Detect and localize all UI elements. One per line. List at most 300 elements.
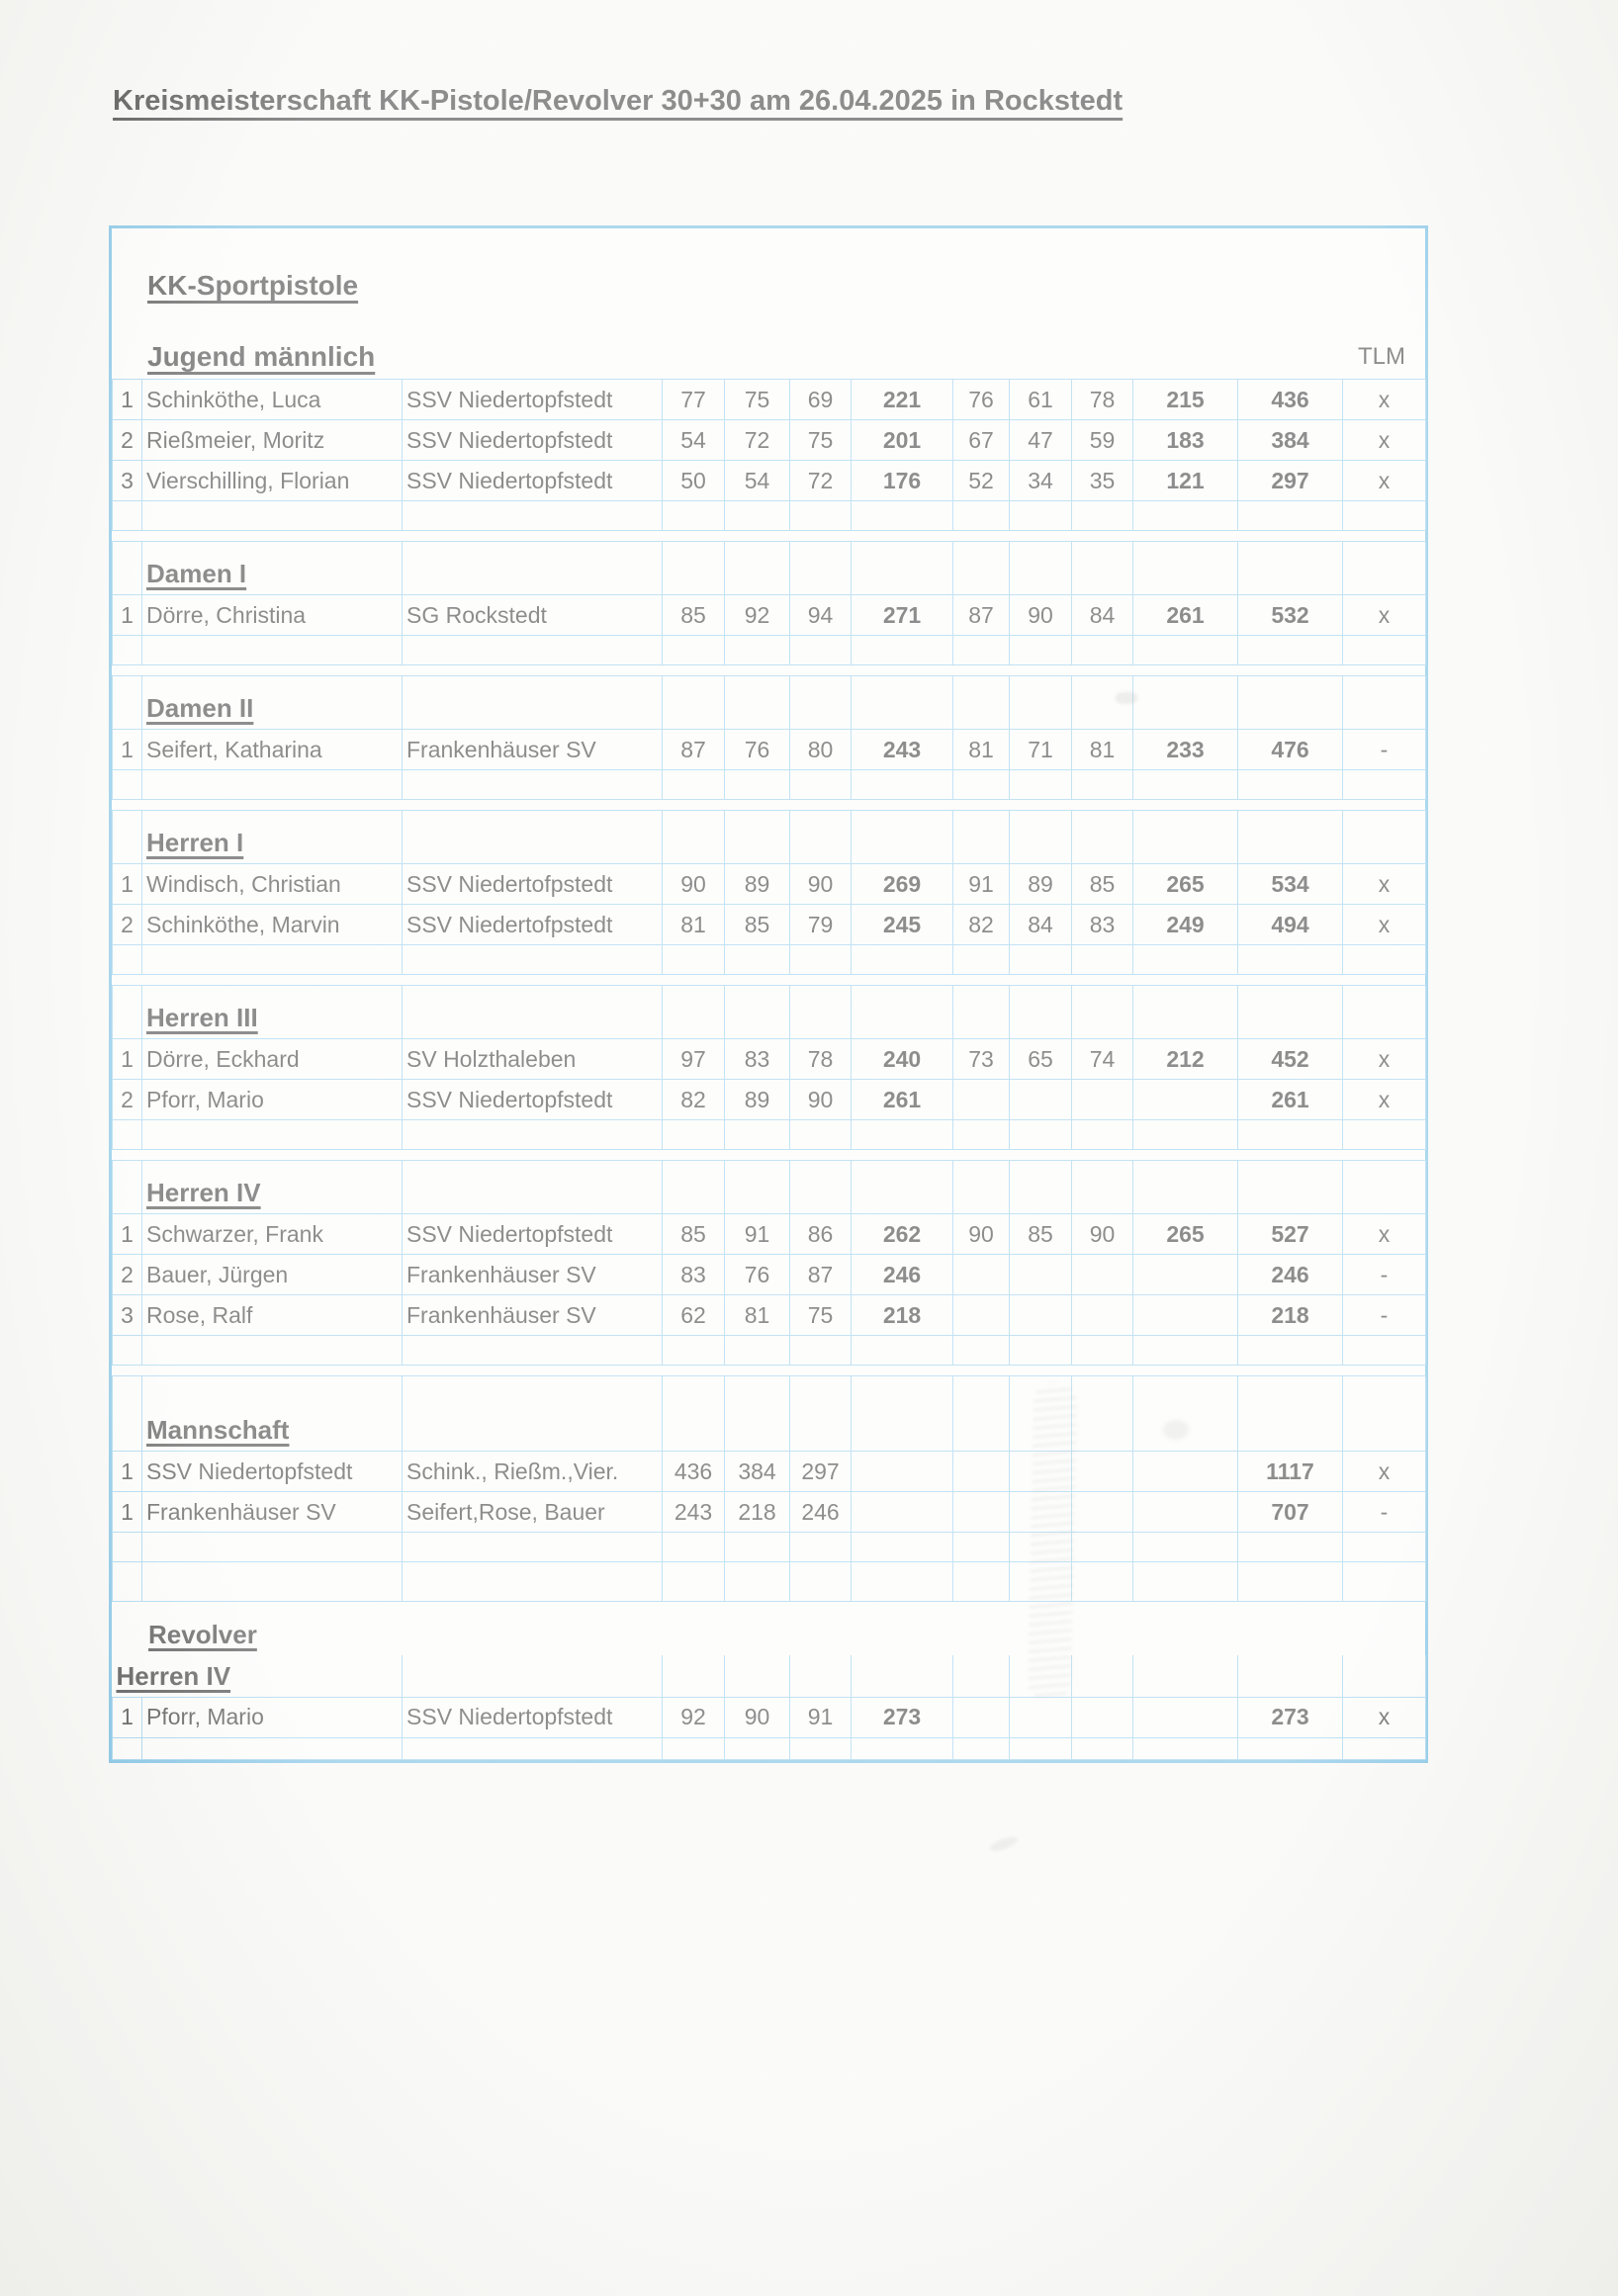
empty-row <box>113 1533 1426 1562</box>
cell-sum-second <box>1133 1255 1238 1295</box>
cell-score-4 <box>953 1697 1010 1737</box>
section-block <box>112 1160 1425 1366</box>
cell-total: 707 <box>1238 1492 1343 1533</box>
cell-score-3: 90 <box>790 1080 852 1120</box>
cell-sum-second <box>1133 1295 1238 1336</box>
class-heading: Jugend männlich <box>147 341 376 372</box>
results-table <box>112 1655 1426 1760</box>
empty-cell <box>1133 1562 1238 1602</box>
cell-score-2: 75 <box>725 380 790 420</box>
empty-cell <box>1343 1161 1426 1214</box>
empty-cell <box>725 811 790 864</box>
empty-cell <box>113 1533 142 1562</box>
cell-score-6 <box>1072 1255 1133 1295</box>
empty-cell <box>1072 770 1133 800</box>
empty-cell <box>790 1533 852 1562</box>
cell-score-4: 82 <box>953 905 1010 945</box>
empty-cell <box>953 676 1010 730</box>
section-group-title-row <box>112 1612 1425 1655</box>
empty-cell <box>1072 1533 1133 1562</box>
cell-name: Pforr, Mario <box>142 1697 403 1737</box>
cell-name: Seifert, Katharina <box>142 730 403 770</box>
empty-cell <box>852 1655 953 1697</box>
table-row <box>113 1039 1426 1080</box>
empty-cell <box>1343 1737 1426 1759</box>
cell-score-1: 85 <box>663 595 725 636</box>
table-row <box>113 1697 1426 1737</box>
cell-total: 384 <box>1238 420 1343 461</box>
cell-tlm: - <box>1343 1295 1426 1336</box>
cell-tlm: x <box>1343 905 1426 945</box>
cell-total: 527 <box>1238 1214 1343 1255</box>
cell-tlm: - <box>1343 1492 1426 1533</box>
cell-tlm: x <box>1343 420 1426 461</box>
cell-score-2: 92 <box>725 595 790 636</box>
empty-row <box>113 770 1426 800</box>
cell-sum-second: 121 <box>1133 461 1238 501</box>
empty-cell <box>113 1120 142 1150</box>
empty-cell <box>663 811 725 864</box>
cell-tlm: x <box>1343 864 1426 905</box>
cell-rank: 1 <box>113 730 142 770</box>
empty-cell <box>663 1161 725 1214</box>
cell-rank: 1 <box>113 380 142 420</box>
empty-cell <box>1010 1533 1072 1562</box>
empty-cell <box>852 1737 953 1759</box>
cell-sum-first <box>852 1492 953 1533</box>
cell-score-6: 35 <box>1072 461 1133 501</box>
empty-cell <box>790 1655 852 1697</box>
cell-sum-second: 215 <box>1133 380 1238 420</box>
cell-name: Dörre, Christina <box>142 595 403 636</box>
cell-name: SSV Niedertopfstedt <box>142 1452 403 1492</box>
cell-score-3: 246 <box>790 1492 852 1533</box>
cell-score-6 <box>1072 1080 1133 1120</box>
cell-sum-first: 201 <box>852 420 953 461</box>
cell-club: SG Rockstedt <box>403 595 663 636</box>
empty-cell <box>1010 1655 1072 1697</box>
cell-score-2: 218 <box>725 1492 790 1533</box>
scan-smudge <box>988 1834 1020 1854</box>
empty-cell <box>403 945 663 975</box>
cell-name: Schwarzer, Frank <box>142 1214 403 1255</box>
cell-score-3: 69 <box>790 380 852 420</box>
cell-club: SSV Niedertopfstedt <box>403 1080 663 1120</box>
cell-sum-first: 218 <box>852 1295 953 1336</box>
cell-score-3: 79 <box>790 905 852 945</box>
empty-cell <box>1010 811 1072 864</box>
cell-score-4 <box>953 1080 1010 1120</box>
cell-score-1: 62 <box>663 1295 725 1336</box>
section-title-cell <box>142 811 403 864</box>
empty-cell <box>663 636 725 665</box>
cell-score-1: 82 <box>663 1080 725 1120</box>
empty-cell <box>725 1737 790 1759</box>
cell-sum-first: 261 <box>852 1080 953 1120</box>
empty-cell <box>790 636 852 665</box>
empty-cell <box>113 636 142 665</box>
cell-score-5: 89 <box>1010 864 1072 905</box>
empty-cell <box>1010 1376 1072 1452</box>
empty-cell <box>403 1336 663 1366</box>
section-header-row <box>113 811 1426 864</box>
empty-cell <box>1010 986 1072 1039</box>
cell-score-4 <box>953 1452 1010 1492</box>
empty-cell <box>1010 1120 1072 1150</box>
empty-cell <box>852 636 953 665</box>
empty-cell <box>403 1161 663 1214</box>
cell-score-2: 72 <box>725 420 790 461</box>
empty-cell <box>852 770 953 800</box>
empty-cell <box>852 676 953 730</box>
empty-row <box>113 1120 1426 1150</box>
section-block <box>112 810 1425 975</box>
empty-cell <box>790 676 852 730</box>
cell-club: SSV Niedertofpstedt <box>403 864 663 905</box>
cell-score-1: 87 <box>663 730 725 770</box>
cell-sum-first: 273 <box>852 1697 953 1737</box>
cell-name: Pforr, Mario <box>142 1080 403 1120</box>
cell-rank: 3 <box>113 1295 142 1336</box>
section-header-row <box>113 986 1426 1039</box>
empty-cell <box>953 770 1010 800</box>
empty-cell <box>790 501 852 531</box>
cell-rank: 3 <box>113 461 142 501</box>
empty-cell <box>1133 1737 1238 1759</box>
empty-cell <box>725 945 790 975</box>
empty-cell <box>113 770 142 800</box>
cell-sum-first: 240 <box>852 1039 953 1080</box>
empty-cell <box>725 636 790 665</box>
table-row <box>113 420 1426 461</box>
cell-name: Rose, Ralf <box>142 1295 403 1336</box>
empty-cell <box>663 1336 725 1366</box>
cell-name: Frankenhäuser SV <box>142 1492 403 1533</box>
empty-cell <box>790 1562 852 1602</box>
empty-cell <box>113 501 142 531</box>
empty-cell <box>1343 811 1426 864</box>
cell-club: Frankenhäuser SV <box>403 1255 663 1295</box>
empty-cell <box>113 811 142 864</box>
cell-rank: 2 <box>113 1080 142 1120</box>
empty-cell <box>403 1562 663 1602</box>
cell-score-4: 81 <box>953 730 1010 770</box>
cell-score-5: 71 <box>1010 730 1072 770</box>
empty-cell <box>1343 1655 1426 1697</box>
table-row <box>113 1214 1426 1255</box>
cell-score-5: 61 <box>1010 380 1072 420</box>
empty-cell <box>1238 676 1343 730</box>
cell-score-5 <box>1010 1452 1072 1492</box>
cell-score-6 <box>1072 1492 1133 1533</box>
cell-tlm: - <box>1343 1255 1426 1295</box>
empty-row <box>113 1336 1426 1366</box>
cell-club: SV Holzthaleben <box>403 1039 663 1080</box>
cell-sum-first: 243 <box>852 730 953 770</box>
cell-sum-second: 261 <box>1133 595 1238 636</box>
cell-score-4: 73 <box>953 1039 1010 1080</box>
empty-cell <box>663 676 725 730</box>
cell-score-3: 87 <box>790 1255 852 1295</box>
cell-total: 218 <box>1238 1295 1343 1336</box>
empty-cell <box>1010 542 1072 595</box>
results-table <box>112 1375 1426 1602</box>
empty-cell <box>1072 811 1133 864</box>
cell-name: Rießmeier, Moritz <box>142 420 403 461</box>
cell-rank: 2 <box>113 1255 142 1295</box>
cell-total: 246 <box>1238 1255 1343 1295</box>
cell-score-6 <box>1072 1697 1133 1737</box>
results-table <box>112 810 1426 975</box>
cell-rank: 1 <box>113 1452 142 1492</box>
section-header-row <box>113 1376 1426 1452</box>
empty-cell <box>1072 1336 1133 1366</box>
empty-cell <box>1133 945 1238 975</box>
cell-total: 297 <box>1238 461 1343 501</box>
section-title-cell <box>142 542 403 595</box>
empty-cell <box>852 1120 953 1150</box>
empty-cell <box>852 501 953 531</box>
results-table <box>112 675 1426 800</box>
empty-cell <box>790 945 852 975</box>
section-block <box>112 379 1425 531</box>
table-row <box>113 461 1426 501</box>
section-header-row <box>113 676 1426 730</box>
table-row <box>113 1492 1426 1533</box>
cell-score-5 <box>1010 1492 1072 1533</box>
empty-cell <box>790 811 852 864</box>
cell-score-4: 67 <box>953 420 1010 461</box>
empty-cell <box>852 811 953 864</box>
empty-cell <box>725 1533 790 1562</box>
cell-rank: 2 <box>113 905 142 945</box>
table-row <box>113 1452 1426 1492</box>
cell-sum-second <box>1133 1080 1238 1120</box>
cell-score-1: 85 <box>663 1214 725 1255</box>
cell-score-6: 81 <box>1072 730 1133 770</box>
cell-score-5 <box>1010 1295 1072 1336</box>
empty-cell <box>790 986 852 1039</box>
cell-rank: 1 <box>113 1039 142 1080</box>
cell-tlm: x <box>1343 1697 1426 1737</box>
empty-cell <box>1010 770 1072 800</box>
cell-score-2: 89 <box>725 1080 790 1120</box>
empty-cell <box>1343 676 1426 730</box>
cell-score-4: 76 <box>953 380 1010 420</box>
empty-cell <box>403 1120 663 1150</box>
cell-sum-first: 246 <box>852 1255 953 1295</box>
cell-sum-second <box>1133 1492 1238 1533</box>
table-row <box>113 1255 1426 1295</box>
empty-row <box>113 501 1426 531</box>
discipline-heading: KK-Sportpistole <box>147 270 359 301</box>
empty-cell <box>1010 1562 1072 1602</box>
table-row <box>113 595 1426 636</box>
empty-cell <box>663 1655 725 1697</box>
cell-sum-first: 245 <box>852 905 953 945</box>
cell-score-5 <box>1010 1255 1072 1295</box>
cell-score-3: 90 <box>790 864 852 905</box>
section-title-cell <box>142 1161 403 1214</box>
cell-score-5: 90 <box>1010 595 1072 636</box>
cell-score-2: 89 <box>725 864 790 905</box>
section-title-cell <box>142 676 403 730</box>
section-title: Herren I <box>146 828 244 857</box>
cell-sum-first: 176 <box>852 461 953 501</box>
empty-cell <box>953 542 1010 595</box>
empty-cell <box>403 811 663 864</box>
empty-cell <box>725 542 790 595</box>
cell-total: 273 <box>1238 1697 1343 1737</box>
empty-cell <box>1238 986 1343 1039</box>
cell-score-2: 81 <box>725 1295 790 1336</box>
cell-sum-second <box>1133 1452 1238 1492</box>
empty-cell <box>790 1336 852 1366</box>
cell-club: SSV Niedertopfstedt <box>403 1214 663 1255</box>
cell-total: 1117 <box>1238 1452 1343 1492</box>
empty-cell <box>1010 636 1072 665</box>
cell-score-4 <box>953 1255 1010 1295</box>
cell-sum-first <box>852 1452 953 1492</box>
empty-cell <box>142 1562 403 1602</box>
empty-cell <box>113 542 142 595</box>
cell-rank: 1 <box>113 595 142 636</box>
empty-cell <box>953 1336 1010 1366</box>
empty-cell <box>403 986 663 1039</box>
cell-tlm: x <box>1343 1080 1426 1120</box>
empty-cell <box>403 1737 663 1759</box>
empty-cell <box>1072 1737 1133 1759</box>
empty-cell <box>142 945 403 975</box>
empty-cell <box>1010 1336 1072 1366</box>
empty-cell <box>1238 636 1343 665</box>
section-title: Herren IV <box>116 1660 231 1691</box>
cell-score-1: 97 <box>663 1039 725 1080</box>
empty-cell <box>663 1376 725 1452</box>
cell-name: Windisch, Christian <box>142 864 403 905</box>
empty-cell <box>142 1533 403 1562</box>
empty-cell <box>142 636 403 665</box>
empty-cell <box>790 542 852 595</box>
cell-score-1: 81 <box>663 905 725 945</box>
empty-cell <box>725 1336 790 1366</box>
section-title-cell <box>142 1376 403 1452</box>
cell-name: Bauer, Jürgen <box>142 1255 403 1295</box>
section-block <box>112 675 1425 800</box>
section-block <box>112 985 1425 1150</box>
cell-score-2: 85 <box>725 905 790 945</box>
section-header-row <box>113 1655 1426 1697</box>
empty-cell <box>663 986 725 1039</box>
empty-cell <box>663 1737 725 1759</box>
empty-cell <box>663 770 725 800</box>
empty-cell <box>142 770 403 800</box>
cell-score-6: 84 <box>1072 595 1133 636</box>
empty-cell <box>142 501 403 531</box>
cell-sum-second: 233 <box>1133 730 1238 770</box>
cell-tlm: x <box>1343 595 1426 636</box>
empty-cell <box>113 1161 142 1214</box>
table-row <box>113 1080 1426 1120</box>
cell-sum-first: 262 <box>852 1214 953 1255</box>
empty-cell <box>403 636 663 665</box>
cell-score-5 <box>1010 1697 1072 1737</box>
empty-cell <box>1343 636 1426 665</box>
table-row <box>113 380 1426 420</box>
empty-cell <box>1238 811 1343 864</box>
empty-cell <box>725 676 790 730</box>
empty-cell <box>1343 1533 1426 1562</box>
empty-cell <box>142 1737 403 1759</box>
empty-cell <box>1010 676 1072 730</box>
cell-total: 534 <box>1238 864 1343 905</box>
empty-cell <box>852 1336 953 1366</box>
cell-score-2: 76 <box>725 1255 790 1295</box>
cell-score-3: 72 <box>790 461 852 501</box>
cell-tlm: - <box>1343 730 1426 770</box>
empty-cell <box>725 1376 790 1452</box>
cell-score-2: 76 <box>725 730 790 770</box>
results-table <box>112 379 1426 531</box>
empty-cell <box>1072 636 1133 665</box>
empty-cell <box>1343 1336 1426 1366</box>
cell-score-5: 47 <box>1010 420 1072 461</box>
empty-cell <box>725 986 790 1039</box>
empty-cell <box>852 1376 953 1452</box>
empty-cell <box>403 1655 663 1697</box>
cell-score-6: 85 <box>1072 864 1133 905</box>
cell-score-3: 75 <box>790 1295 852 1336</box>
empty-cell <box>725 1161 790 1214</box>
cell-score-1: 50 <box>663 461 725 501</box>
cell-club: SSV Niedertopfstedt <box>403 420 663 461</box>
empty-cell <box>113 676 142 730</box>
table-row <box>113 1295 1426 1336</box>
empty-cell <box>403 501 663 531</box>
section-header-row <box>113 1161 1426 1214</box>
cell-rank: 1 <box>113 1697 142 1737</box>
empty-cell <box>953 1562 1010 1602</box>
cell-sum-second: 212 <box>1133 1039 1238 1080</box>
cell-tlm: x <box>1343 1039 1426 1080</box>
empty-cell <box>1133 1655 1238 1697</box>
cell-total: 436 <box>1238 380 1343 420</box>
cell-score-3: 80 <box>790 730 852 770</box>
cell-score-1: 83 <box>663 1255 725 1295</box>
empty-cell <box>1010 1161 1072 1214</box>
cell-rank: 1 <box>113 1214 142 1255</box>
cell-score-1: 92 <box>663 1697 725 1737</box>
cell-score-1: 54 <box>663 420 725 461</box>
section-title: Damen II <box>146 693 254 723</box>
section-title: Damen I <box>146 559 247 588</box>
cell-total: 494 <box>1238 905 1343 945</box>
card-headings <box>112 228 1425 379</box>
cell-score-4: 90 <box>953 1214 1010 1255</box>
empty-cell <box>663 1533 725 1562</box>
empty-cell <box>142 1336 403 1366</box>
empty-cell <box>953 501 1010 531</box>
empty-cell <box>725 1562 790 1602</box>
empty-row <box>113 945 1426 975</box>
empty-cell <box>790 1376 852 1452</box>
empty-cell <box>1133 501 1238 531</box>
cell-score-3: 91 <box>790 1697 852 1737</box>
cell-score-5 <box>1010 1080 1072 1120</box>
results-card <box>109 225 1428 1763</box>
empty-cell <box>1072 676 1133 730</box>
section-block <box>112 1612 1425 1760</box>
